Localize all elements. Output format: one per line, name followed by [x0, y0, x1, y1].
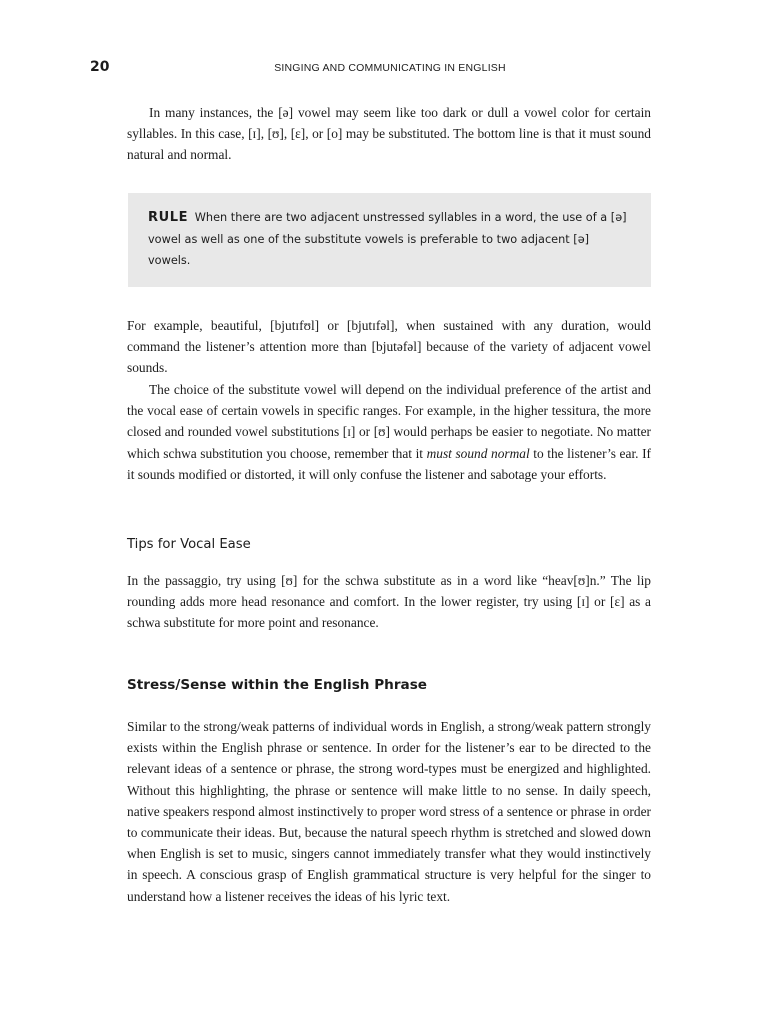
running-head: SINGING AND COMMUNICATING IN ENGLISH [274, 62, 506, 74]
rule-label: RULE [148, 210, 189, 225]
stress-section-heading: Stress/Sense within the English Phrase [127, 677, 428, 693]
rule-text-block [148, 207, 633, 272]
intro-paragraph: In many instances, the [ə] vowel may seem like too dark or dull a vowel color for certain syllables. In this case, [ɪ], [ʊ], [ɛ], or [o] may be substituted. The bottom line is that it must sound natural and normal. [127, 105, 651, 163]
example-paragraph: For example, beautiful, [bjutɪfʊl] or [bjutɪfəl], when sustained with any duration, would command the listener’s attention more than [bjutəfəl] because of the variety of adjacent vowel sounds. [127, 318, 651, 376]
stress-section-paragraph: Similar to the strong/weak patterns of individual words in English, a strong/weak pattern strongly exists within the English phrase or sentence. In order for the listener’s ear to be directed to the relevant ideas of a sentence or phrase, the strong word-types must be energized and highlighted. Without this highlighting, the phrase or sentence will make little to no sense. In daily speech, native speakers respond almost instinctively to proper word stress of a sentence or phrase in order to communicate their ideas. But, because the natural speech rhythm is stretched and slowed down when English is set to music, singers cannot immediately transfer what they would instinctively in speech. A conscious grasp of English grammatical structure is very helpful for the singer to understand how a listener receives the ideas of his lyric text. [127, 719, 651, 904]
choice-text-part2: to the listener’s ear. If it sounds modified or distorted, it will only confuse the listener and sabotage your efforts. [127, 445, 651, 482]
rule-text: When there are two adjacent unstressed syllables in a word, the use of a [ə] vowel as well as one of the substitute vowels is preferable to two adjacent [ə] vowels. [148, 211, 627, 268]
choice-text-part1: The choice of the substitute vowel will depend on the individual preference of the artist and the vocal ease of certain vowels in specific ranges. For example, in the higher tessitura, the more closed and rounded vowel substitutions [ɪ] or [ʊ] would perhaps be easier to negotiate. No matter which schwa substitution you choose, remember that it [127, 382, 651, 461]
tips-heading: Tips for Vocal Ease [127, 537, 251, 552]
choice-emphasis: must sound normal [426, 445, 530, 461]
tips-paragraph: In the passaggio, try using [ʊ] for the schwa substitute as in a word like “heav[ʊ]n.” The lip rounding adds more head resonance and comfort. In the lower register, try using [ɪ] or [ɛ] as a schwa substitute for more point and resonance. [127, 573, 651, 631]
page-number: 20 [90, 59, 110, 75]
rule-box [128, 193, 651, 287]
choice-paragraph [127, 379, 651, 485]
